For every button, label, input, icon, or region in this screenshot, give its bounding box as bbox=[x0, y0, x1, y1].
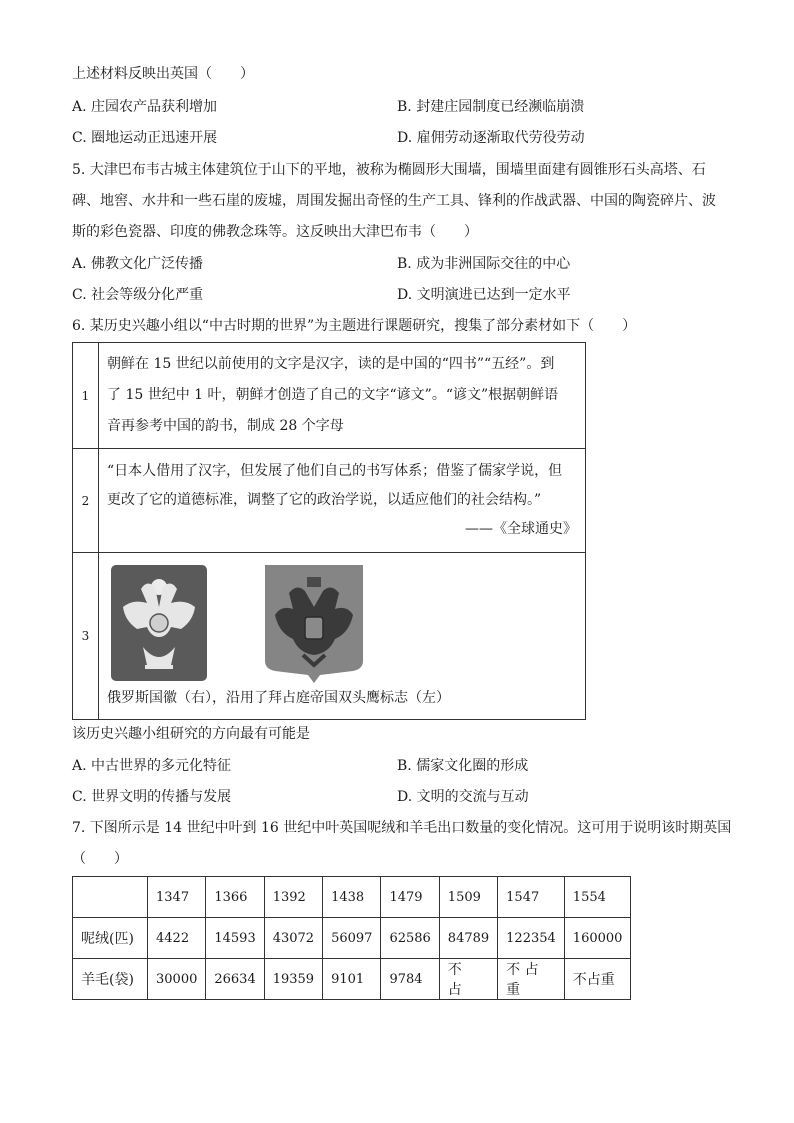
material-text-line: 更改了它的道德标准，调整了它的政治学说，以适应他们的社会结构。” bbox=[107, 492, 542, 508]
year-cell: 1347 bbox=[148, 877, 206, 918]
q7-export-table bbox=[72, 876, 631, 1000]
table-row bbox=[73, 553, 586, 720]
value-cell: 19359 bbox=[264, 959, 322, 1000]
table-row bbox=[73, 959, 631, 1000]
row-number: 1 bbox=[73, 343, 99, 449]
russian-coat-of-arms-image bbox=[265, 565, 363, 683]
value-cell: 4422 bbox=[148, 918, 206, 959]
row-number: 2 bbox=[73, 449, 99, 553]
byzantine-double-eagle-image bbox=[111, 565, 207, 681]
q5-option-b[interactable]: B. 成为非洲国际交往的中心 bbox=[397, 256, 571, 272]
year-cell: 1392 bbox=[264, 877, 322, 918]
year-cell: 1554 bbox=[564, 877, 631, 918]
header-corner-cell bbox=[73, 877, 148, 918]
material-text-line: 音再参考中国的韵书，制成 28 个字母 bbox=[107, 418, 344, 434]
q6-option-b[interactable]: B. 儒家文化圈的形成 bbox=[397, 758, 529, 774]
value-cell: 不 占 重 bbox=[498, 959, 565, 1000]
material-text-line: “日本人借用了汉字，但发展了他们自己的书写体系；借鉴了儒家学说，但 bbox=[107, 463, 563, 479]
q5-stem-line-3: 斯的彩色瓷器、印度的佛教念珠等。这反映出大津巴布韦（ ） bbox=[72, 224, 478, 240]
value-cell: 9101 bbox=[323, 959, 381, 1000]
row-label: 羊毛(袋) bbox=[73, 959, 148, 1000]
year-cell: 1479 bbox=[381, 877, 439, 918]
value-cell: 14593 bbox=[206, 918, 264, 959]
q5-option-d[interactable]: D. 文明演进已达到一定水平 bbox=[397, 287, 571, 303]
q6-follow-up: 该历史兴趣小组研究的方向最有可能是 bbox=[72, 726, 310, 742]
value-cell: 30000 bbox=[148, 959, 206, 1000]
table-row bbox=[73, 343, 586, 449]
year-cell: 1366 bbox=[206, 877, 264, 918]
q4-option-b[interactable]: B. 封建庄园制度已经濒临崩溃 bbox=[397, 99, 585, 115]
emblem-caption: 俄罗斯国徽（右），沿用了拜占庭帝国双头鹰标志（左） bbox=[107, 690, 450, 706]
table-row bbox=[73, 877, 631, 918]
q5-stem-line-1: 5. 大津巴布韦古城主体建筑位于山下的平地，被称为椭圆形大围墙，围墙里面建有圆锥形石头高塔、石 bbox=[72, 162, 706, 178]
table-row bbox=[73, 918, 631, 959]
year-cell: 1509 bbox=[439, 877, 497, 918]
q5-option-c[interactable]: C. 社会等级分化严重 bbox=[72, 287, 204, 303]
q7-stem-line-2: （ ） bbox=[72, 851, 128, 867]
value-cell: 56097 bbox=[323, 918, 381, 959]
q6-option-c[interactable]: C. 世界文明的传播与发展 bbox=[72, 789, 232, 805]
value-cell: 84789 bbox=[439, 918, 497, 959]
year-cell: 1438 bbox=[323, 877, 381, 918]
emblems-row bbox=[107, 561, 577, 687]
value-cell: 160000 bbox=[564, 918, 631, 959]
value-cell: 62586 bbox=[381, 918, 439, 959]
value-cell: 43072 bbox=[264, 918, 322, 959]
q4-option-a[interactable]: A. 庄园农产品获利增加 bbox=[72, 99, 218, 115]
value-cell: 不 占 bbox=[439, 959, 497, 1000]
year-cell: 1547 bbox=[498, 877, 565, 918]
q6-stem: 6. 某历史兴趣小组以“中古时期的世界”为主题进行课题研究，搜集了部分素材如下（ ） bbox=[72, 318, 637, 334]
value-cell: 26634 bbox=[206, 959, 264, 1000]
q4-stem: 上述材料反映出英国（ ） bbox=[72, 66, 254, 82]
row-label: 呢绒(匹) bbox=[73, 918, 148, 959]
table-row bbox=[73, 449, 586, 553]
value-cell: 122354 bbox=[498, 918, 565, 959]
value-cell: 9784 bbox=[381, 959, 439, 1000]
q5-option-a[interactable]: A. 佛教文化广泛传播 bbox=[72, 256, 204, 272]
value-cell: 不占重 bbox=[564, 959, 631, 1000]
q6-option-a[interactable]: A. 中古世界的多元化特征 bbox=[72, 758, 232, 774]
q7-stem-line-1: 7. 下图所示是 14 世纪中叶到 16 世纪中叶英国呢绒和羊毛出口数量的变化情况。这可用于说明该时期英国 bbox=[72, 820, 732, 836]
q4-option-c[interactable]: C. 圈地运动正迅速开展 bbox=[72, 130, 218, 146]
material-text-line: 朝鲜在 15 世纪以前使用的文字是汉字，读的是中国的“四书”“五经”。到 bbox=[107, 356, 555, 372]
row-number: 3 bbox=[73, 553, 99, 720]
q6-material-table bbox=[72, 342, 586, 720]
q4-option-d[interactable]: D. 雇佣劳动逐渐取代劳役劳动 bbox=[397, 130, 585, 146]
material-text-line: 了 15 世纪中 1 叶，朝鲜才创造了自己的文字“谚文”。“谚文”根据朝鲜语 bbox=[107, 387, 559, 403]
q6-option-d[interactable]: D. 文明的交流与互动 bbox=[397, 789, 529, 805]
q5-stem-line-2: 碑、地窖、水井和一些石崖的废墟，周围发掘出奇怪的生产工具、锋利的作战武器、中国的陶瓷碎片、波 bbox=[72, 193, 716, 209]
material-source: ——《全球通史》 bbox=[465, 521, 577, 537]
